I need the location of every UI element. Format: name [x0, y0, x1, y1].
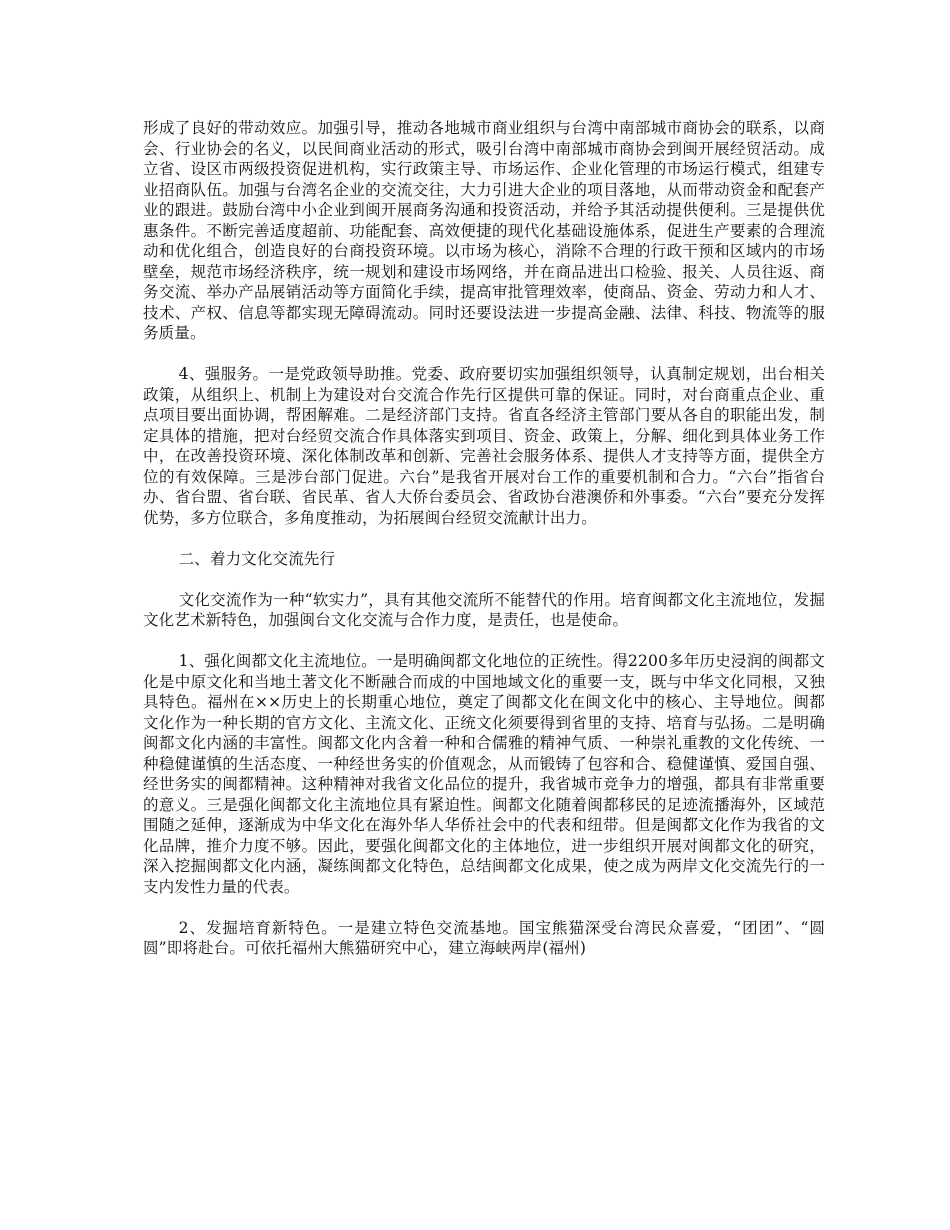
paragraph-spacer: [143, 897, 825, 918]
document-body: [143, 118, 825, 959]
paragraph-spacer: [143, 569, 825, 590]
paragraph-mindu-culture: 1、强化闽都文化主流地位。一是明确闽都文化地位的正统性。得2200多年历史浸润的闽都文化是中原文化和当地土著文化不断融合而成的中国地域文化的重要一支，既与中华文化同根，又独具特色。福州在××历史上的长期重心地位，奠定了闽都文化在闽文化中的核心、主导地位。闽都文化作为一种长期的官方文化、主流文化、正统文化须要得到省里的支持、培育与弘扬。二是明确闽都文化内涵的丰富性。闽都文化内含着一种和合儒雅的精神气质、一种崇礼重教的文化传统、一种稳健谨慎的生活态度、一种经世务实的价值观念，从而锻铸了包容和合、稳健谨慎、爱国自强、经世务实的闽都精神。这种精神对我省文化品位的提升，我省城市竞争力的增强，都具有非常重要的意义。三是强化闽都文化主流地位具有紧迫性。闽都文化随着闽都移民的足迹流播海外，区域范围随之延伸，逐渐成为中华文化在海外华人华侨社会中的代表和纽带。但是闽都文化作为我省的文化品牌，推介力度不够。因此，要强化闽都文化的主体地位，进一步组织开展对闽都文化的研究，深入挖掘闽都文化内涵，凝练闽都文化特色，总结闽都文化成果，使之成为两岸文化交流先行的一支内发性力量的代表。: [143, 652, 825, 896]
paragraph-business-effect: 形成了良好的带动效应。加强引导，推动各地城市商业组织与台湾中南部城市商协会的联系，以商会、行业协会的名义，以民间商业活动的形式，吸引台湾中南部城市商协会到闽开展经贸活动。成立省、设区市两级投资促进机构，实行政策主导、市场运作、企业化管理的市场运行模式，组建专业招商队伍。加强与台湾名企业的交流交往，大力引进大企业的项目落地，从而带动资金和配套产业的跟进。鼓励台湾中小企业到闽开展商务沟通和投资活动，并给予其活动提供便利。三是提供优惠条件。不断完善适度超前、功能配套、高效便捷的现代化基础设施体系，促进生产要素的合理流动和优化组合，创造良好的台商投资环境。以市场为核心，消除不合理的行政干预和区域内的市场壁垒，规范市场经济秩序，统一规划和建设市场网络，并在商品进出口检验、报关、人员往返、商务交流、举办产品展销活动等方面简化手续，提高审批管理效率，使商品、资金、劳动力和人才、技术、产权、信息等都实现无障碍流动。同时还要设法进一步提高金融、法律、科技、物流等的服务质量。: [143, 119, 825, 342]
paragraph-new-features: 2、发掘培育新特色。一是建立特色交流基地。国宝熊猫深受台湾民众喜爱，“团团”、“圆圆”即将赴台。可依托福州大熊猫研究中心，建立海峡两岸(福州): [143, 918, 825, 957]
paragraph-strengthen-service: 4、强服务。一是党政领导助推。党委、政府要切实加强组织领导，认真制定规划，出台相关政策，从组织上、机制上为建设对台交流合作先行区提供可靠的保证。同时，对台商重点企业、重点项目要出面协调，帮困解难。二是经济部门支持。省直各经济主管部门要从各自的职能出发，制定具体的措施，把对台经贸交流合作具体落实到项目、资金、政策上，分解、细化到具体业务工作中，在改善投资环境、深化体制改革和创新、完善社会服务体系、提供人才支持等方面，提供全方位的有效保障。三是涉台部门促进。六台”是我省开展对台工作的重要机制和合力。“六台”指省台办、省台盟、省台联、省民革、省人大侨台委员会、省政协台港澳侨和外事委。“六台”要充分发挥优势，多方位联合，多角度推动，为拓展闽台经贸交流献计出力。: [143, 365, 825, 527]
section-heading-culture-exchange: 二、着力文化交流先行: [178, 549, 336, 568]
paragraph-culture-intro: 文化交流作为一种“软实力”，具有其他交流所不能替代的作用。培育闽都文化主流地位，发掘文化艺术新特色，加强闽台文化交流与合作力度，是责任，也是使命。: [143, 590, 825, 629]
paragraph-spacer: [143, 344, 825, 365]
paragraph-spacer: [143, 631, 825, 652]
paragraph-spacer: [143, 528, 825, 549]
